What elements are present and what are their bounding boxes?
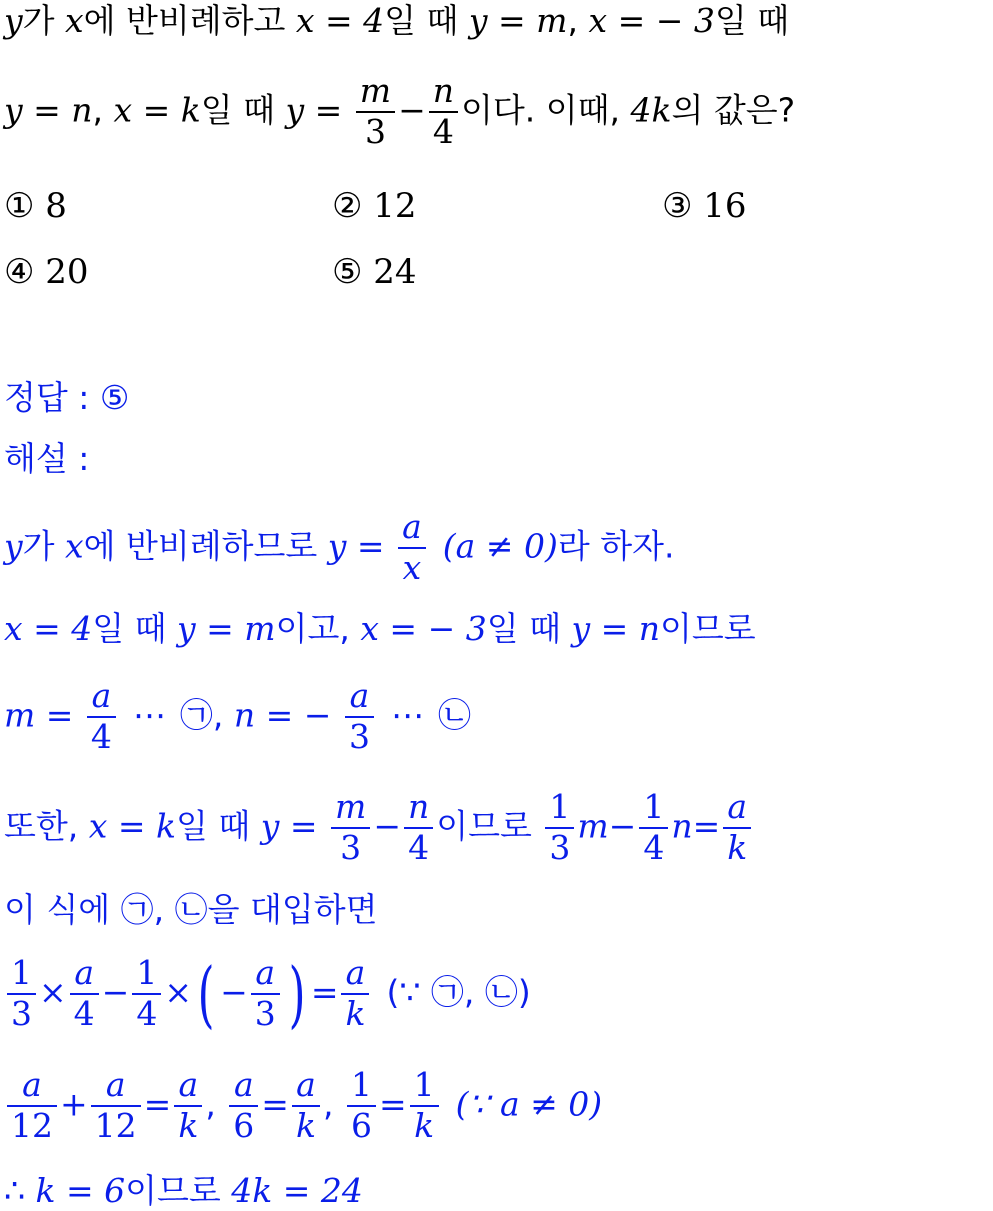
var-x: x — [65, 526, 84, 566]
equation: x = k — [113, 90, 201, 130]
solution-line-5 — [4, 890, 378, 929]
marker-nieun: ㉡ — [437, 695, 471, 735]
marker-nieun: ㉡ — [484, 972, 518, 1012]
equation: x = 4 — [4, 609, 93, 648]
times: × — [39, 972, 67, 1012]
equation: x = k — [88, 806, 176, 846]
var-y: y — [4, 1, 23, 40]
denominator: 3 — [549, 827, 571, 867]
comma: , — [212, 695, 234, 735]
text: 에 반비례하므로 — [83, 526, 328, 566]
numerator: m — [331, 788, 370, 829]
numerator: a — [70, 954, 99, 995]
text: 가 — [22, 526, 66, 566]
var-m: m — [577, 806, 609, 846]
option-mark: ⑤ — [332, 252, 363, 292]
comma: , — [92, 90, 114, 130]
because-note: (∵ a ≠ 0) — [455, 1084, 603, 1124]
numerator: m — [356, 72, 395, 113]
fraction — [174, 1066, 202, 1146]
comma: , — [567, 1, 589, 40]
var-y: y — [4, 526, 23, 566]
text: 을 대입하면 — [207, 890, 378, 929]
solution-line-3 — [4, 677, 471, 757]
minus: − — [101, 972, 130, 1012]
text: 일 때 — [384, 1, 469, 40]
fraction — [345, 677, 374, 757]
numerator: n — [429, 72, 458, 113]
option-3[interactable] — [662, 186, 747, 226]
minus: − — [398, 90, 426, 130]
answer-value: ⑤ — [99, 378, 130, 417]
denominator: k — [414, 1105, 435, 1145]
fraction — [70, 954, 99, 1034]
equals: = — [310, 972, 339, 1012]
minus: − — [373, 806, 401, 846]
numerator: 1 — [132, 954, 161, 995]
numerator: 1 — [410, 1066, 439, 1107]
option-value: 24 — [373, 252, 417, 292]
text: 일 때 — [176, 806, 261, 846]
fraction — [404, 788, 433, 868]
denominator: 4 — [90, 716, 112, 756]
denominator: 3 — [254, 993, 276, 1033]
option-5[interactable] — [332, 252, 417, 292]
text: 이므로 — [436, 806, 543, 846]
equals: = — [692, 806, 721, 846]
minus: − — [220, 972, 248, 1012]
fraction — [91, 1066, 141, 1146]
marker-giyeok: ㉠ — [179, 695, 213, 735]
option-value: 16 — [703, 186, 747, 226]
fraction — [331, 788, 370, 868]
comma: , — [153, 890, 175, 929]
option-value: 12 — [373, 186, 417, 226]
fraction — [292, 1066, 320, 1146]
answer-line — [4, 378, 130, 417]
left-paren: ( — [197, 951, 215, 1036]
ellipsis: ⋯ — [390, 695, 424, 735]
numerator: a — [345, 677, 374, 718]
denominator: 4 — [73, 993, 95, 1033]
text: 일 때 — [200, 90, 286, 130]
solution-line-7 — [4, 1066, 602, 1146]
denominator: 3 — [348, 716, 370, 756]
fraction — [723, 788, 751, 868]
problem-line-2 — [4, 72, 795, 152]
fraction — [347, 1066, 376, 1146]
answer-label: 정답 : — [4, 378, 100, 417]
numerator: n — [404, 788, 433, 829]
denominator: 6 — [233, 1105, 255, 1145]
equation: n = − — [233, 695, 342, 735]
equation: y = — [327, 526, 396, 566]
marker-giyeok: ㉠ — [430, 972, 464, 1012]
fraction — [545, 788, 574, 868]
solution-line-8 — [4, 1171, 363, 1210]
numerator: a — [87, 677, 116, 718]
numerator: a — [341, 954, 369, 995]
right-paren: ) — [288, 951, 306, 1036]
fraction — [251, 954, 280, 1034]
marker-giyeok: ㉠ — [120, 890, 154, 929]
fraction — [429, 72, 458, 152]
expression: 4k — [630, 90, 672, 130]
numerator: 1 — [545, 788, 574, 829]
numerator: a — [251, 954, 280, 995]
text: 이므로 — [660, 609, 756, 648]
option-value: 20 — [45, 252, 89, 292]
var-x: x — [65, 1, 84, 40]
text: 또한, — [4, 806, 89, 846]
solution-line-6 — [4, 951, 531, 1036]
times: × — [164, 972, 192, 1012]
comma: , — [322, 1084, 344, 1124]
denominator: 12 — [11, 1105, 53, 1145]
denominator: 4 — [408, 827, 430, 867]
text: 가 — [22, 1, 66, 40]
fraction — [341, 954, 369, 1034]
text: 이다. 이때, — [461, 90, 631, 130]
text: 라 하자. — [557, 526, 675, 566]
plus: + — [60, 1084, 88, 1124]
fraction — [410, 1066, 439, 1146]
numerator: a — [91, 1066, 141, 1107]
minus: − — [608, 806, 637, 846]
denominator: 3 — [11, 993, 32, 1033]
solution-line-1 — [4, 508, 674, 588]
equation: y = — [260, 806, 329, 846]
denominator: 3 — [340, 827, 362, 867]
denominator: 6 — [350, 1105, 372, 1145]
solution-line-4 — [4, 788, 754, 868]
equation: x = − 3 — [588, 1, 715, 40]
equation: y = m — [177, 609, 276, 648]
denominator: 3 — [364, 111, 386, 151]
comma: , — [205, 1084, 227, 1124]
equation: y = n — [571, 609, 660, 648]
numerator: a — [7, 1066, 57, 1107]
explanation-label: 해설 : — [4, 439, 90, 478]
equation: x = 4 — [295, 1, 385, 40]
numerator: a — [398, 508, 426, 549]
text: 일 때 — [92, 609, 177, 648]
denominator: x — [402, 547, 422, 587]
text: 에 반비례하고 — [83, 1, 296, 40]
equation: k = 6 — [35, 1171, 126, 1210]
fraction — [229, 1066, 258, 1146]
fraction — [639, 788, 668, 868]
equation: 4k = 24 — [231, 1171, 363, 1210]
denominator: k — [178, 1105, 199, 1145]
therefore-symbol: ∴ — [4, 1171, 36, 1210]
fraction — [7, 954, 36, 1034]
denominator: 4 — [643, 827, 665, 867]
denominator: k — [727, 827, 748, 867]
fraction — [398, 508, 426, 588]
text: 이므로 — [125, 1171, 232, 1210]
fraction — [132, 954, 161, 1034]
ellipsis: ⋯ — [132, 695, 166, 735]
solution-line-2 — [4, 609, 756, 648]
equation: y = — [285, 90, 353, 130]
close-paren: ) — [517, 972, 531, 1012]
option-1[interactable] — [4, 186, 67, 226]
marker-nieun: ㉡ — [174, 890, 208, 929]
numerator: a — [292, 1066, 320, 1107]
option-mark: ③ — [662, 186, 693, 226]
denominator: k — [295, 1105, 316, 1145]
numerator: 1 — [347, 1066, 376, 1107]
numerator: a — [723, 788, 751, 829]
option-2[interactable] — [332, 186, 417, 226]
comma: , — [463, 972, 485, 1012]
option-mark: ④ — [4, 252, 35, 292]
option-mark: ① — [4, 186, 35, 226]
text: 이고, — [275, 609, 361, 648]
denominator: 4 — [136, 993, 158, 1033]
numerator: 1 — [7, 954, 36, 995]
equals: = — [143, 1084, 172, 1124]
denominator: 4 — [432, 111, 454, 151]
denominator: k — [345, 993, 366, 1033]
fraction — [356, 72, 395, 152]
problem-line-1 — [4, 1, 790, 40]
text: 일 때 — [486, 609, 572, 648]
option-value: 8 — [45, 186, 67, 226]
numerator: a — [174, 1066, 202, 1107]
equals: = — [378, 1084, 407, 1124]
fraction — [7, 1066, 57, 1146]
var-n: n — [671, 806, 693, 846]
text: 의 값은? — [671, 90, 796, 130]
numerator: a — [229, 1066, 258, 1107]
equation: x = − 3 — [360, 609, 487, 648]
condition: (a ≠ 0) — [442, 526, 558, 566]
equation: m = — [4, 695, 84, 735]
because-note: (∵ — [386, 972, 431, 1012]
numerator: 1 — [639, 788, 668, 829]
denominator: 12 — [94, 1105, 137, 1145]
fraction — [87, 677, 116, 757]
equation: y = n — [4, 90, 93, 130]
option-mark: ② — [332, 186, 363, 226]
option-4[interactable] — [4, 252, 89, 292]
equation: y = m — [468, 1, 568, 40]
text: 이 식에 — [4, 890, 121, 929]
equals: = — [261, 1084, 289, 1124]
text: 일 때 — [714, 1, 790, 40]
